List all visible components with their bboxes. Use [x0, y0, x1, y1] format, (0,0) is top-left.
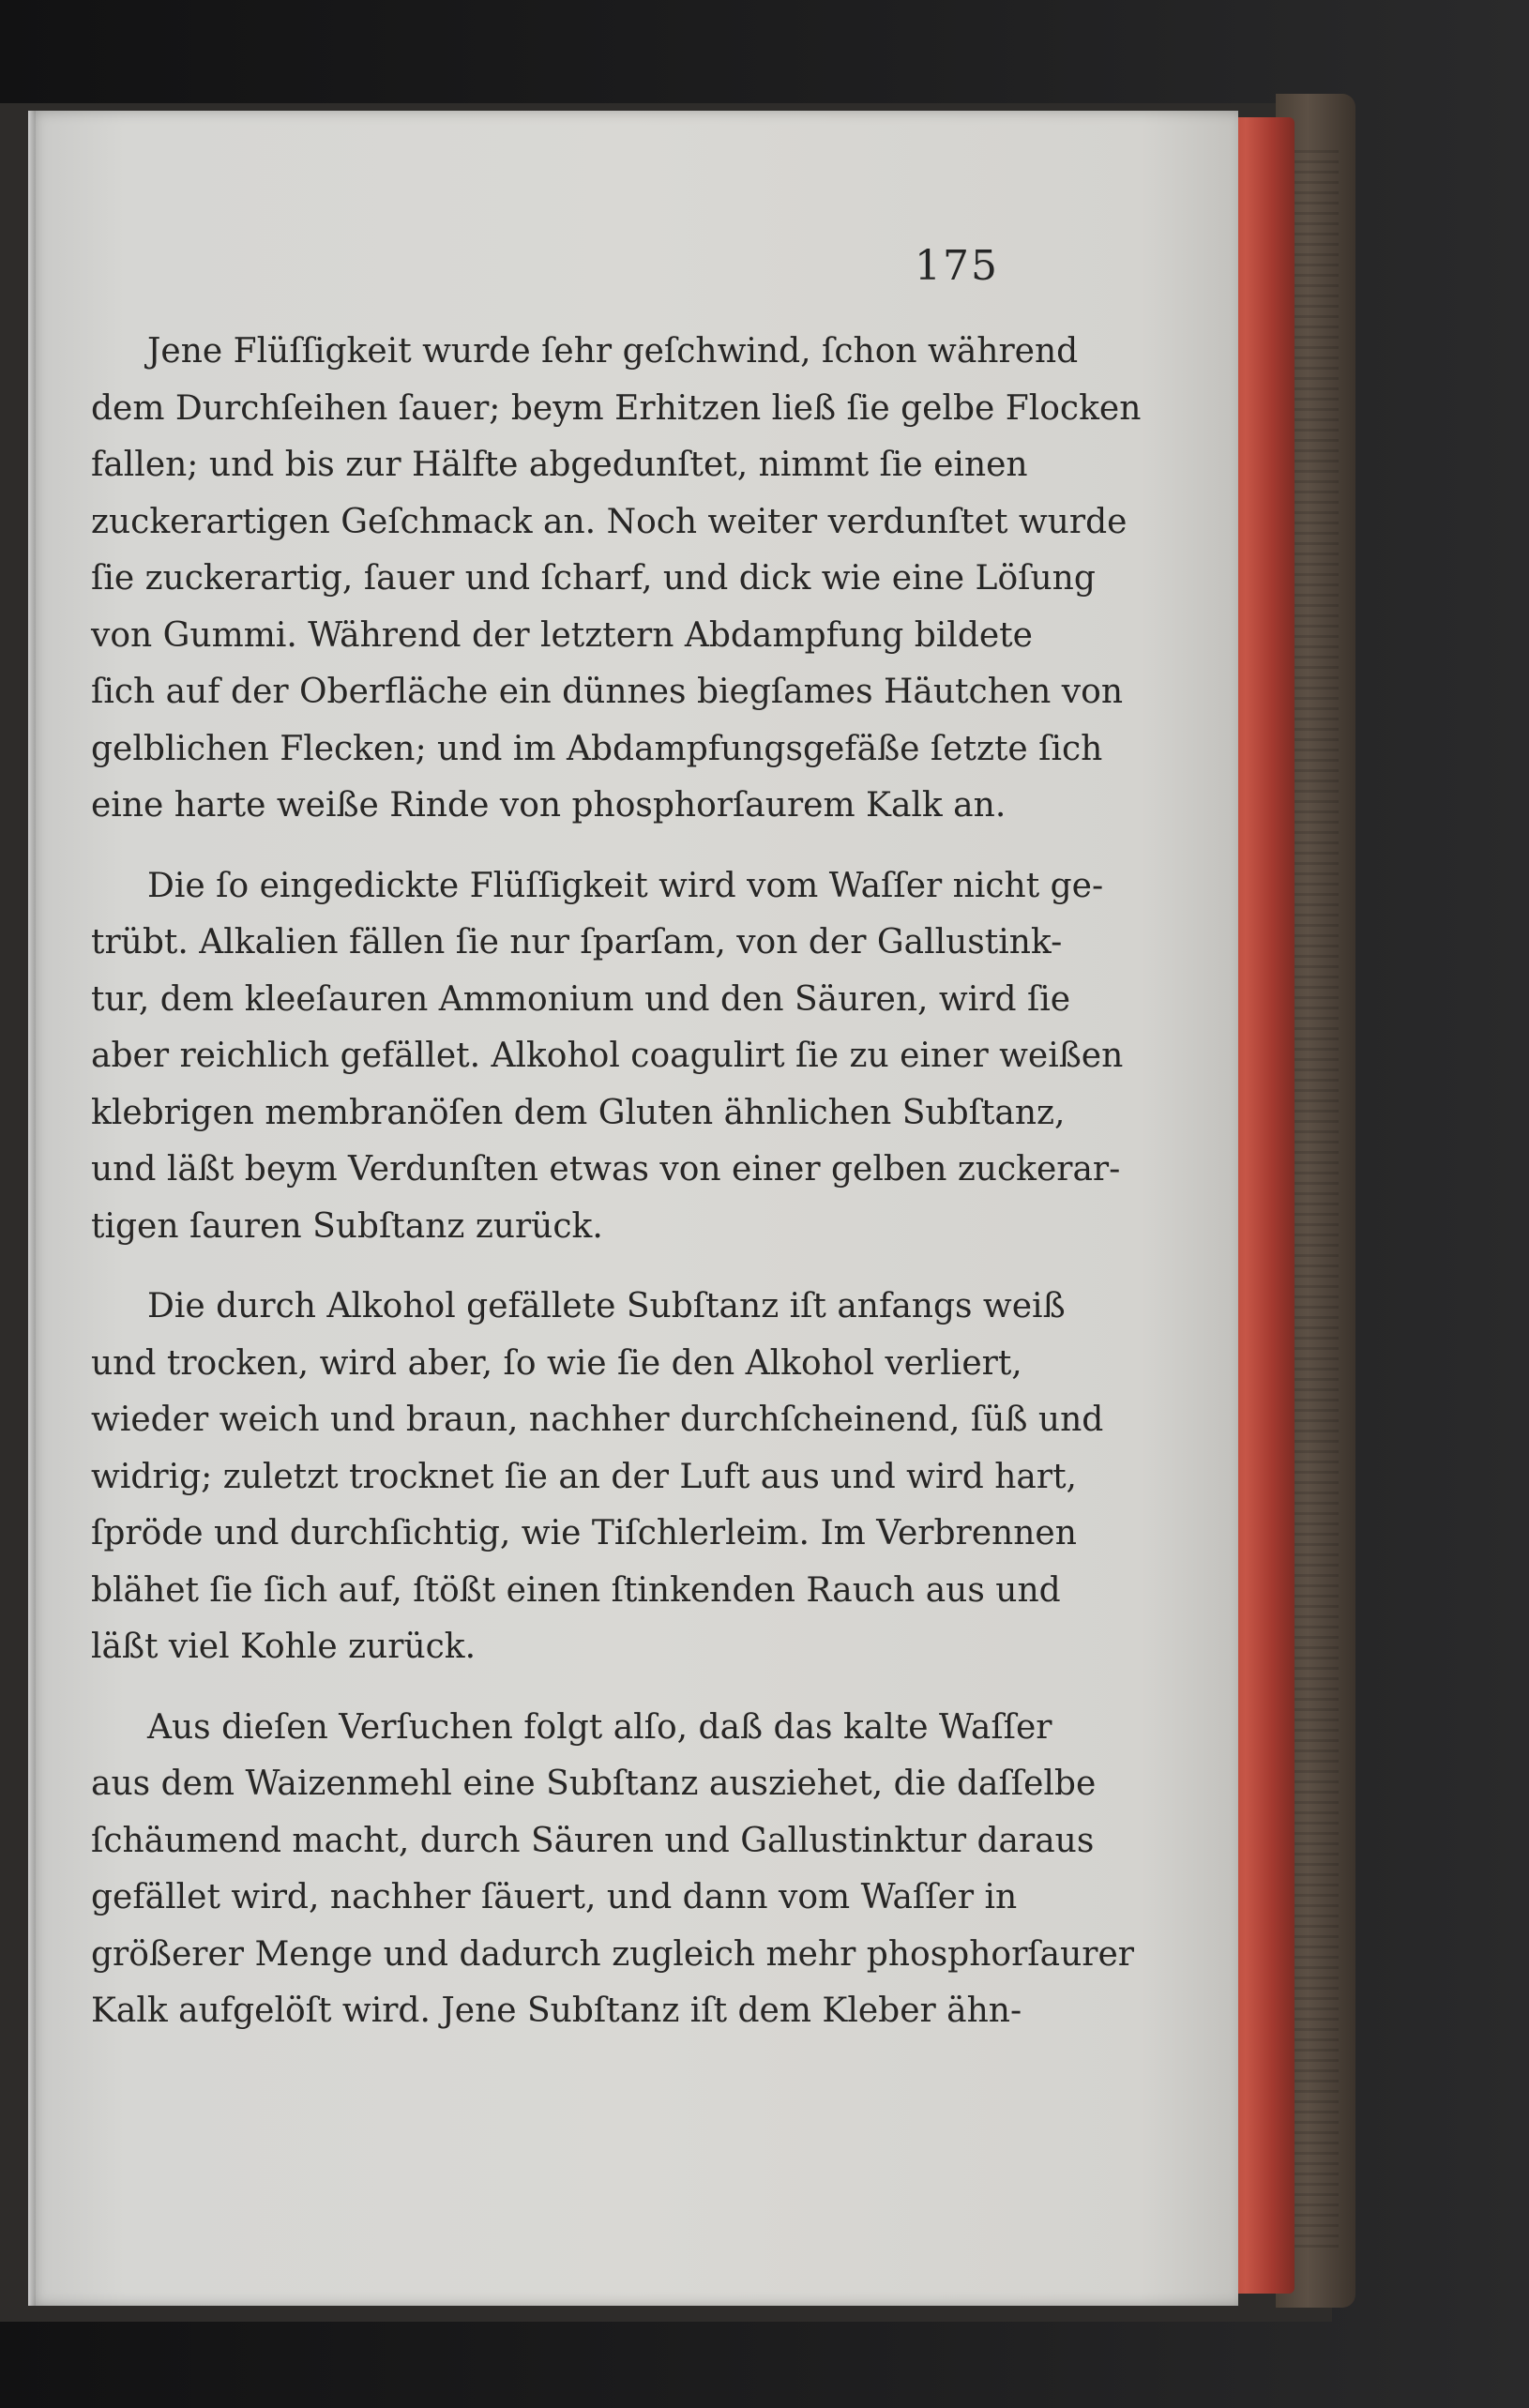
text-line: aber reichlich gefället. Alkohol coagulirt ſie zu einer weißen [91, 1037, 1124, 1075]
text-line: zuckerartigen Geſchmack an. Noch weiter verdunſtet wurde [91, 502, 1128, 541]
text-line: tigen ſauren Subſtanz zurück. [91, 1206, 603, 1246]
paragraph [91, 324, 1142, 835]
text-line: wieder weich und braun, nachher durchſcheinend, ſüß und [91, 1401, 1104, 1439]
text-line: ſchäumend macht, durch Säuren und Gallustinktur daraus [91, 1821, 1095, 1860]
text-line: tur, dem kleeſauren Ammonium und den Säuren, wird ſie [91, 979, 1071, 1019]
page-gutter [28, 111, 36, 2306]
text-line: aus dem Waizenmehl eine Subſtanz ausziehet, die daſſelbe [91, 1764, 1097, 1803]
text-line: eine harte weiße Rinde von phosphorſaurem Kalk an. [91, 786, 1007, 825]
text-line: und trocken, wird aber, ſo wie ſie den Alkohol verliert, [91, 1343, 1022, 1383]
text-line: von Gummi. Während der letztern Abdampfung bildete [91, 615, 1033, 655]
text-line: ſpröde und durchſichtig, wie Tiſchlerleim. Im Verbrennen [91, 1514, 1077, 1552]
text-line: widrig; zuletzt trocknet ſie an der Luft aus und wird hart, [91, 1457, 1077, 1496]
text-line: größerer Menge und dadurch zugleich mehr phosphorſaurer [91, 1934, 1134, 1974]
text-line: und läßt beym Verdunſten etwas von einer gelben zuckerar- [91, 1150, 1121, 1189]
text-line: Die ſo eingedickte Flüſſigkeit wird vom Waſſer nicht ge- [147, 866, 1104, 905]
text-line: Kalk aufgelöſt wird. Jene Subſtanz iſt dem Kleber ähn- [91, 1992, 1022, 2030]
text-line: trübt. Alkalien fällen ſie nur ſparſam, von der Gallustink- [91, 923, 1063, 962]
text-line: klebrigen membranöſen dem Gluten ähnlichen Subſtanz, [91, 1093, 1066, 1132]
text-line: Jene Flüſſigkeit wurde ſehr geſchwind, ſchon während [147, 332, 1079, 371]
text-line: dem Durchſeihen ſauer; beym Erhitzen ließ ſie gelbe Flocken [91, 388, 1142, 428]
text-line: fallen; und bis zur Hälfte abgedunſtet, nimmt ſie einen [91, 446, 1028, 484]
text-line: ſich auf der Oberfläche ein dünnes biegſames Häutchen von [91, 673, 1124, 711]
text-line: Aus dieſen Verſuchen folgt alſo, daß das kalte Waſſer [147, 1707, 1052, 1747]
text-line: blähet ſie ſich auf, ſtößt einen ſtinkenden Rauch aus und [91, 1570, 1061, 1610]
page-number: 175 [915, 242, 999, 290]
paragraph [91, 1700, 1134, 2040]
text-line: gefället wird, nachher ſäuert, und dann vom Waſſer in [91, 1878, 1018, 1916]
page-text [91, 324, 1142, 2064]
text-line: ſie zuckerartig, ſauer und ſcharf, und dick wie eine Löſung [91, 559, 1096, 598]
text-line: läßt viel Kohle zurück. [91, 1628, 477, 1666]
paragraph [91, 1279, 1104, 1676]
paragraph [91, 858, 1124, 1256]
cover-texture [1287, 150, 1339, 2251]
text-line: gelblichen Flecken; und im Abdampfungsgefäße ſetzte ſich [91, 729, 1103, 768]
text-line: Die durch Alkohol gefällete Subſtanz iſt anfangs weiß [147, 1287, 1066, 1325]
